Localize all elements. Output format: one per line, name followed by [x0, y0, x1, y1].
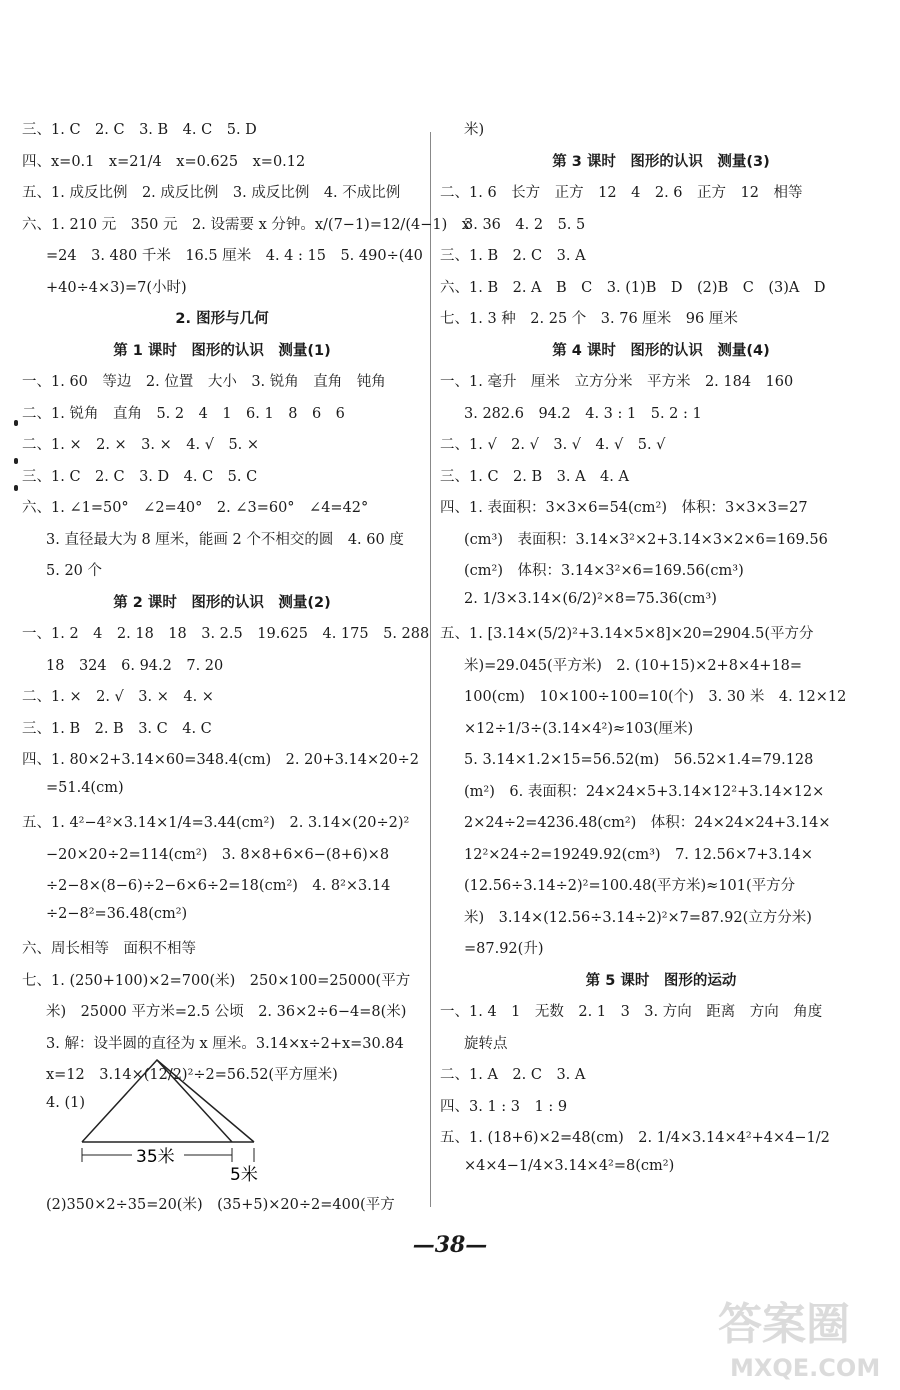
answer-line: (m²) 6. 表面积：24×24×5+3.14×12²+3.14×12×	[464, 783, 825, 800]
answer-line: 5. 3.14×1.2×15=56.52(m) 56.52×1.4=79.128	[464, 752, 814, 768]
answer-line: =51.4(cm)	[46, 779, 124, 796]
answer-line: 二、1. 锐角 直角 5. 2 4 1 6. 1 8 6 6	[22, 405, 345, 422]
answer-line: −20×20÷2=114(cm²) 3. 8×8+6×6−(8+6)×8	[46, 846, 390, 863]
answer-line: 五、1. 成反比例 2. 成反比例 3. 成反比例 4. 不成比例	[22, 185, 401, 201]
answer-line: 一、1. 毫升 厘米 立方分米 平方米 2. 184 160	[440, 374, 794, 390]
watermark-logo	[708, 1284, 888, 1384]
answer-line: ×4×4−1/4×3.14×4²=8(cm²)	[464, 1157, 675, 1174]
answer-line: 一、1. 2 4 2. 18 18 3. 2.5 19.625 4. 175 5. 288	[22, 626, 430, 642]
section-heading: 第 4 课时 图形的认识 测量(4)	[552, 342, 770, 359]
answer-line: 3. 282.6 94.2 4. 3 : 1 5. 2 : 1	[464, 405, 702, 422]
answer-line: 18 324 6. 94.2 7. 20	[46, 657, 224, 674]
answer-line: 四、3. 1 : 3 1 : 9	[440, 1098, 568, 1115]
answer-line: ÷2−8×(8−6)÷2−6×6÷2=18(cm²) 4. 8²×3.14	[46, 878, 391, 894]
answer-line: 七、1. 3 种 2. 25 个 3. 76 厘米 96 厘米	[440, 311, 738, 327]
answer-line: =24 3. 480 千米 16.5 厘米 4. 4 : 15 5. 490÷(40	[46, 248, 423, 264]
answer-line: 二、1. √ 2. √ 3. √ 4. √ 5. √	[440, 437, 666, 453]
answer-line: 五、1. [3.14×(5/2)²+3.14×5×8]×20=2904.5(平方分	[440, 626, 814, 642]
answer-line: 五、1. (18+6)×2=48(cm) 2. 1/4×3.14×4²+4×4−1/2	[440, 1130, 830, 1146]
answer-line: 三、1. B 2. B 3. C 4. C	[22, 720, 212, 737]
answer-line: 六、周长相等 面积不相等	[22, 941, 196, 957]
answer-line: 三、1. C 2. C 3. D 4. C 5. C	[22, 468, 258, 485]
answer-line: 六、1. B 2. A B C 3. (1)B D (2)B C (3)A D	[440, 279, 826, 296]
answer-line: ÷2−8²=36.48(cm²)	[46, 905, 188, 922]
answer-line: 米) 3.14×(12.56÷3.14÷2)²×7=87.92(立方分米)	[464, 909, 812, 926]
answer-line: x=12 3.14×(12/2)²÷2=56.52(平方厘米)	[46, 1067, 338, 1083]
answer-line: 五、1. 4²−4²×3.14×1/4=3.44(cm²) 2. 3.14×(20÷2)²	[22, 815, 410, 831]
answer-line: 一、1. 60 等边 2. 位置 大小 3. 锐角 直角 钝角	[22, 374, 386, 390]
answer-line: 三、1. C 2. C 3. B 4. C 5. D	[22, 122, 257, 138]
answer-line: 二、1. × 2. × 3. × 4. √ 5. ×	[22, 437, 260, 453]
answer-line: 六、1. 210 元 350 元 2. 设需要 x 分钟。x/(7−1)=12/(4−1) x	[22, 216, 470, 233]
length-label-35: 35米	[136, 1147, 175, 1167]
page-number: —38—	[412, 1232, 488, 1258]
answer-line: 二、1. A 2. C 3. A	[440, 1067, 586, 1083]
answer-line: 四、x=0.1 x=21/4 x=0.625 x=0.12	[22, 153, 306, 170]
answer-line: 三、1. C 2. B 3. A 4. A	[440, 468, 629, 485]
answer-line: 二、1. × 2. √ 3. × 4. ×	[22, 689, 214, 705]
answer-line: +40÷4×3)=7(小时)	[46, 279, 187, 296]
section-heading: 2. 图形与几何	[175, 311, 269, 327]
binding-mark	[14, 485, 18, 491]
watermark-text: 答案圈	[718, 1299, 850, 1350]
answer-line: 旋转点	[464, 1035, 508, 1052]
answer-line: 米)	[464, 122, 485, 138]
answer-line: 5. 20 个	[46, 563, 103, 579]
answer-line: 2. 1/3×3.14×(6/2)²×8=75.36(cm³)	[464, 590, 717, 607]
answer-line: =87.92(升)	[464, 941, 544, 957]
section-heading: 第 5 课时 图形的运动	[585, 972, 737, 989]
watermark-url: MXQE.COM	[730, 1354, 881, 1382]
answer-line: 七、1. (250+100)×2=700(米) 250×100=25000(平方	[22, 972, 411, 989]
answer-line: 四、1. 表面积：3×3×6=54(cm²) 体积：3×3×3=27	[440, 500, 808, 516]
answer-line: 3. 直径最大为 8 厘米，能画 2 个不相交的圆 4. 60 度	[46, 531, 404, 548]
answer-line: ×12÷1/3÷(3.14×4²)≈103(厘米)	[464, 720, 694, 737]
answer-line: 六、1. ∠1=50° ∠2=40° 2. ∠3=60° ∠4=42°	[22, 500, 369, 516]
answer-line: 四、1. 80×2+3.14×60=348.4(cm) 2. 20+3.14×20÷2	[22, 752, 419, 768]
answer-line: 3. 36 4. 2 5. 5	[464, 216, 586, 233]
answer-line: 米) 25000 平方米=2.5 公顷 2. 36×2÷6−4=8(米)	[46, 1004, 407, 1020]
column-divider	[430, 132, 431, 1207]
answer-line: (12.56÷3.14÷2)²=100.48(平方米)≈101(平方分	[464, 878, 796, 894]
binding-mark	[14, 458, 18, 464]
section-heading: 第 2 课时 图形的认识 测量(2)	[113, 594, 331, 611]
section-heading: 第 1 课时 图形的认识 测量(1)	[113, 342, 331, 359]
answer-line: 2×24÷2=4236.48(cm²) 体积：24×24×24+3.14×	[464, 815, 831, 831]
answer-line: 12²×24÷2=19249.92(cm³) 7. 12.56×7+3.14×	[464, 846, 813, 863]
answer-line: 3. 解：设半圆的直径为 x 厘米。3.14×x÷2+x=30.84	[46, 1035, 404, 1052]
answer-line: (cm²) 体积：3.14×3²×6=169.56(cm³)	[464, 563, 744, 579]
answer-line: (2)350×2÷35=20(米) (35+5)×20÷2=400(平方	[46, 1197, 395, 1213]
answer-line: 100(cm) 10×100÷100=10(个) 3. 30 米 4. 12×12	[464, 689, 847, 705]
section-heading: 第 3 课时 图形的认识 测量(3)	[552, 153, 770, 170]
answer-line: 4. (1)	[46, 1094, 85, 1111]
answer-line: 二、1. 6 长方 正方 12 4 2. 6 正方 12 相等	[440, 185, 803, 201]
answer-line: 米)=29.045(平方米) 2. (10+15)×2+8×4+18=	[464, 657, 803, 674]
length-label-5: 5米	[230, 1165, 258, 1185]
answer-line: 一、1. 4 1 无数 2. 1 3 3. 方向 距离 方向 角度	[440, 1004, 823, 1020]
answer-line: 三、1. B 2. C 3. A	[440, 248, 586, 264]
binding-mark	[14, 420, 18, 426]
triangle-diagram	[62, 1050, 282, 1185]
answer-line: (cm³) 表面积：3.14×3²×2+3.14×3×2×6=169.56	[464, 531, 828, 548]
inner-line	[157, 1060, 232, 1142]
